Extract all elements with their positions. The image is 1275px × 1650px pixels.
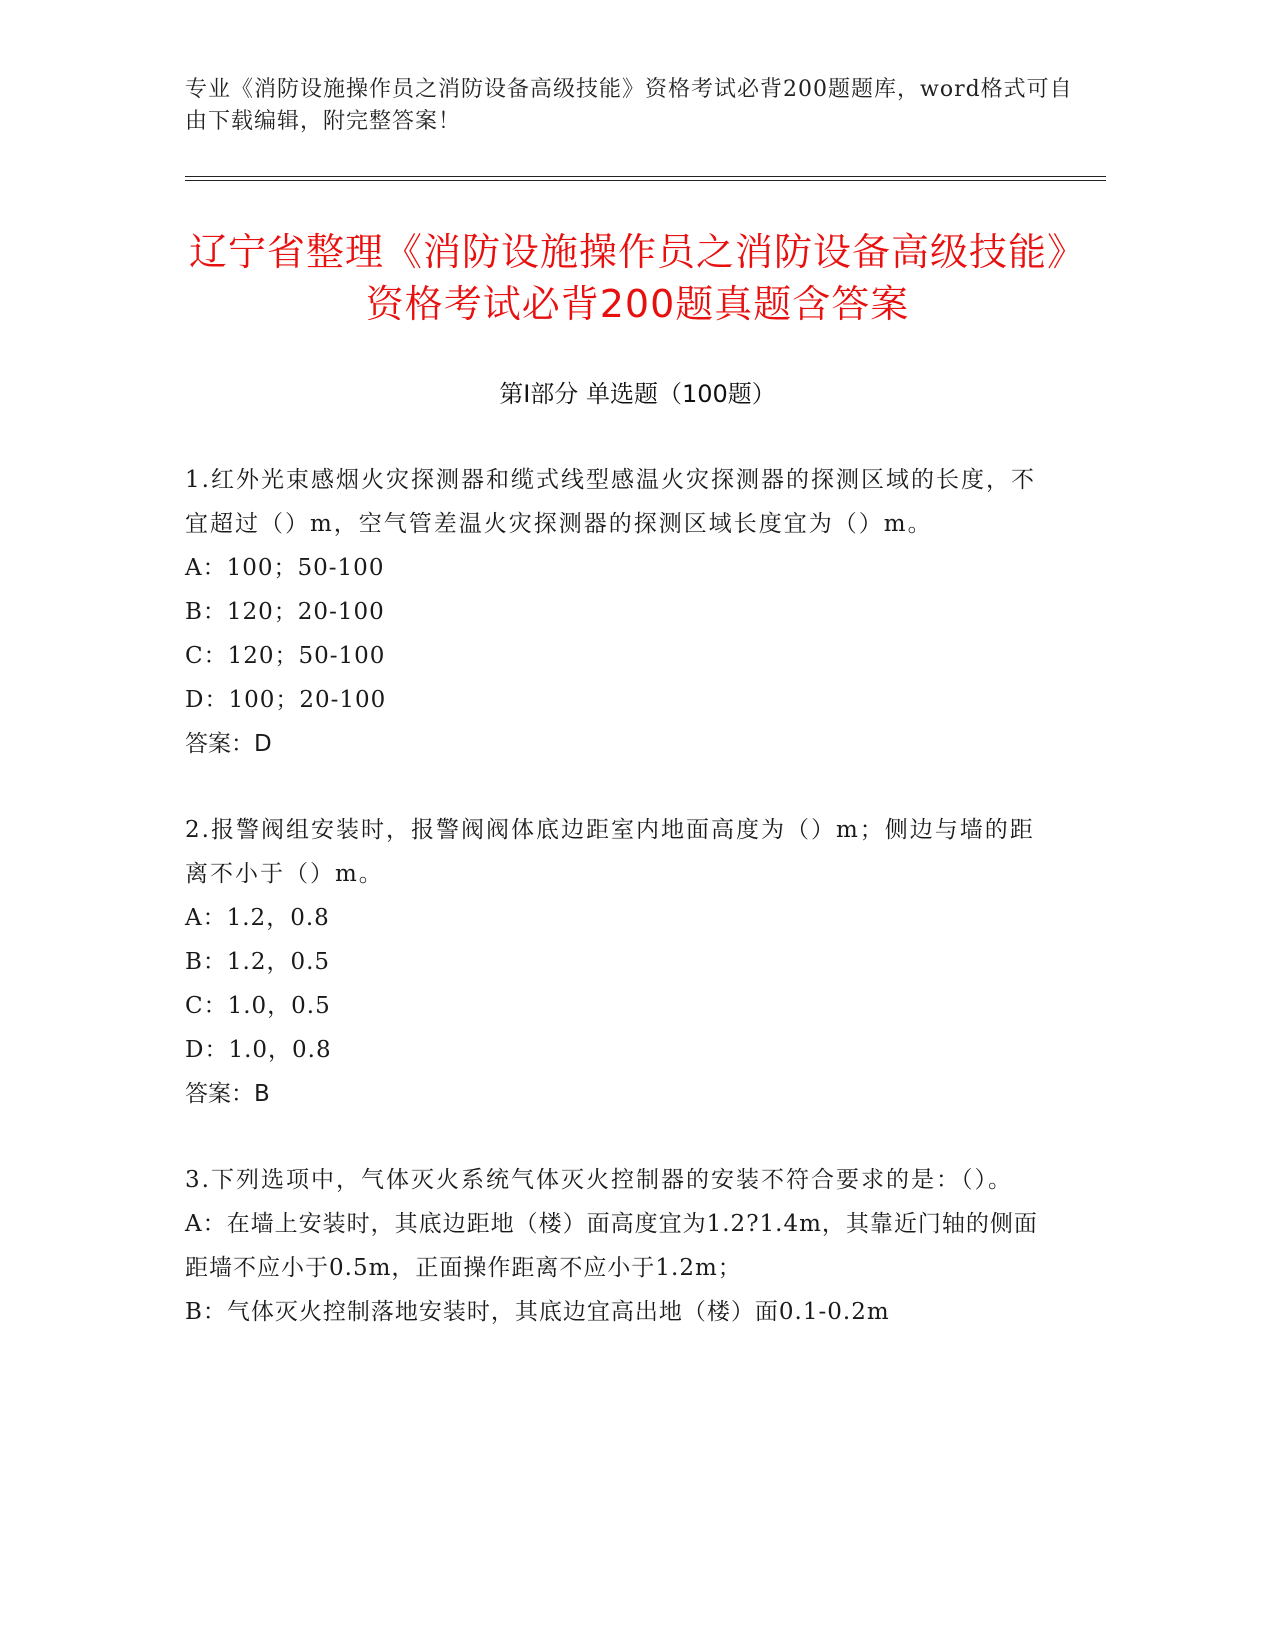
header-note: 专业《消防设施操作员之消防设备高级技能》资格考试必背200题题库，word格式可自由下载编辑，附完整答案！: [185, 77, 1073, 134]
option-b: B：气体灭火控制落地安装时，其底边宜高出地（楼）面0.1-0.2m: [185, 1299, 890, 1325]
option-a: A：100；50-100: [185, 555, 385, 581]
question-list: [185, 458, 1040, 1376]
answer: 答案：B: [185, 1081, 270, 1107]
document-title: 辽宁省整理《消防设施操作员之消防设备高级技能》资格考试必背200题真题含答案: [188, 230, 1086, 326]
answer: 答案：D: [185, 731, 272, 757]
question-2: [185, 808, 1040, 1116]
question-stem: 3.下列选项中，气体灭火系统气体灭火控制器的安装不符合要求的是：（）。: [185, 1167, 1013, 1193]
question-1: [185, 458, 1040, 766]
option-d: D：1.0，0.8: [185, 1037, 332, 1063]
option-d: D：100；20-100: [185, 687, 387, 713]
option-a: A：1.2，0.8: [185, 905, 330, 931]
option-b: B：1.2，0.5: [185, 949, 331, 975]
option-a: A：在墙上安装时，其底边距地（楼）面高度宜为1.2?1.4m，其靠近门轴的侧面距墙不应小于0.5m，正面操作距离不应小于1.2m；: [185, 1211, 1038, 1281]
header-divider-bottom: [185, 180, 1106, 181]
header-divider-top: [185, 176, 1106, 177]
option-c: C：120；50-100: [185, 643, 386, 669]
section-title: 第Ⅰ部分 单选题（100题）: [499, 380, 776, 408]
question-3: [185, 1158, 1040, 1334]
option-c: C：1.0，0.5: [185, 993, 331, 1019]
question-stem: 1.红外光束感烟火灾探测器和缆式线型感温火灾探测器的探测区域的长度，不宜超过（）m，空气管差温火灾探测器的探测区域长度宜为（）m。: [185, 467, 1036, 537]
question-stem: 2.报警阀组安装时，报警阀阀体底边距室内地面高度为（）m；侧边与墙的距离不小于（）m。: [185, 817, 1035, 887]
option-b: B：120；20-100: [185, 599, 385, 625]
